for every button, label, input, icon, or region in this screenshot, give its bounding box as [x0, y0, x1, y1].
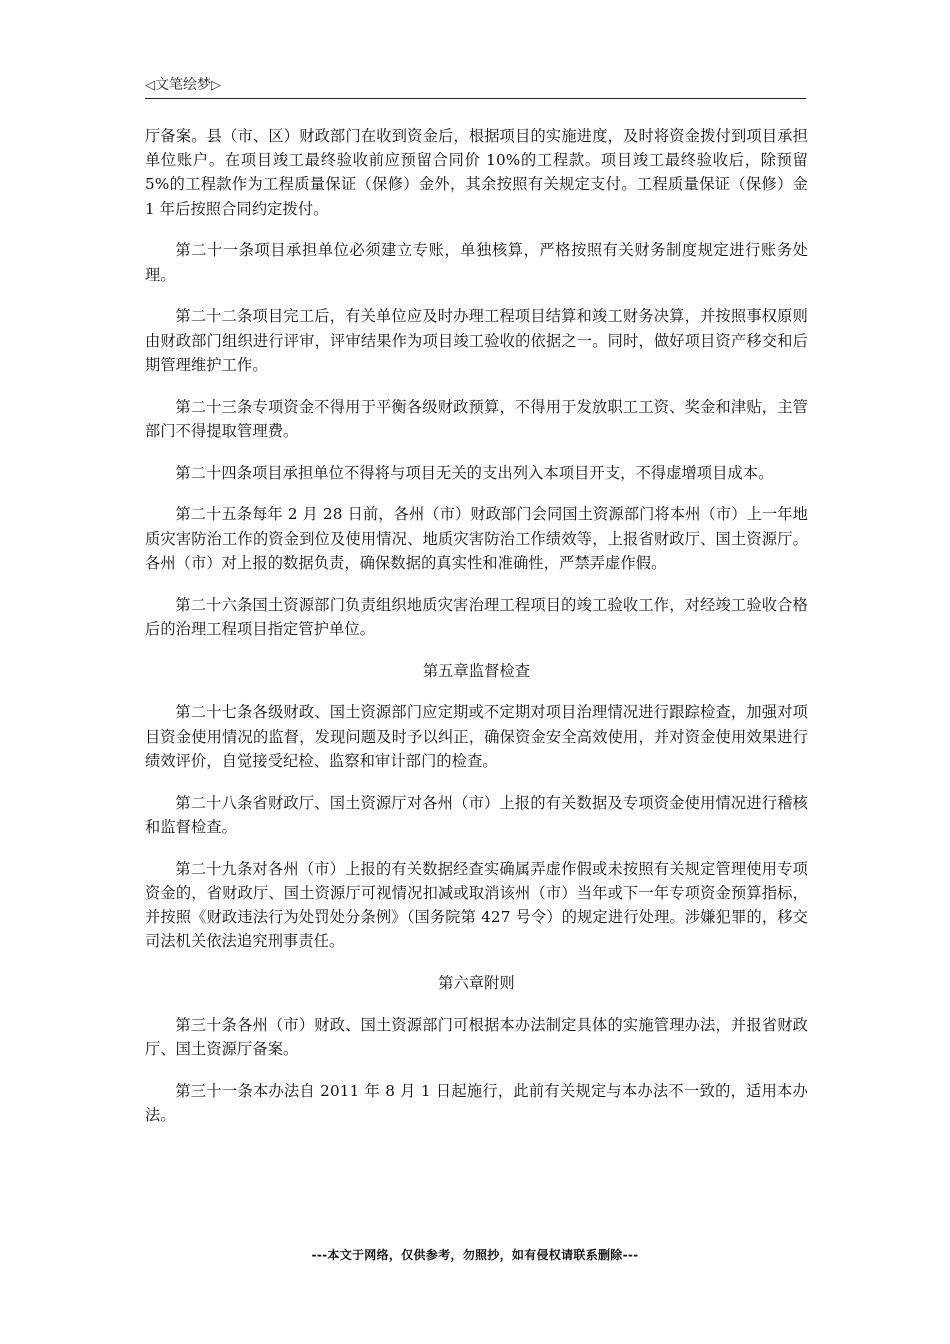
article-23: 第二十三条专项资金不得用于平衡各级财政预算，不得用于发放职工工资、奖金和津贴，主管部门不得提取管理费。	[145, 397, 808, 440]
brand-logo	[145, 76, 221, 95]
article-31: 第三十一条本办法自 2011 年 8 月 1 日起施行，此前有关规定与本办法不一致的，适用本办法。	[145, 1081, 808, 1125]
brand-text: 文笔绘梦	[155, 77, 211, 93]
article-30: 第三十条各州（市）财政、国土资源部门可根据本办法制定具体的实施管理办法，并报省财政厅、国土资源厅备案。	[145, 1015, 808, 1059]
left-triangle-icon: ◁	[145, 78, 155, 93]
chapter-6-heading: 第六章附则	[438, 974, 515, 993]
article-24: 第二十四条项目承担单位不得将与项目无关的支出列入本项目开支，不得虚增项目成本。	[175, 463, 774, 482]
footer-disclaimer: ---本文于网络，仅供参考，勿照抄，如有侵权请联系删除---	[311, 1248, 639, 1262]
article-28: 第二十八条省财政厅、国土资源厅对各州（市）上报的有关数据及专项资金使用情况进行稽核和监督检查。	[145, 793, 808, 836]
right-triangle-icon: ▷	[211, 78, 221, 93]
page-header	[145, 74, 806, 99]
article-22: 第二十二条项目完工后，有关单位应及时办理工程项目结算和竣工财务决算，并按照事权原则由财政部门组织进行评审，评审结果作为项目竣工验收的依据之一。同时，做好项目资产移交和后期管理维护工作。	[145, 307, 808, 374]
article-29: 第二十九条对各州（市）上报的有关数据经查实确属弄虚作假或未按照有关规定管理使用专项资金的，省财政厅、国土资源厅可视情况扣减或取消该州（市）当年或下一年专项资金预算指标，并按照《财政违法行为处罚处分条例》（国务院第 427 号令）的规定进行处理。涉嫌犯罪的，移交司法机关依法追究刑事责任。	[145, 859, 808, 951]
chapter-5-heading: 第五章监督检查	[422, 661, 531, 680]
document-body	[145, 124, 808, 1145]
article-25: 第二十五条每年 2 月 28 日前，各州（市）财政部门会同国土资源部门将本州（市）上一年地质灾害防治工作的资金到位及使用情况、地质灾害防治工作绩效等，上报省财政厅、国土资源厅。各州（市）对上报的数据负责，确保数据的真实性和准确性，严禁弄虚作假。	[145, 505, 808, 572]
article-26: 第二十六条国土资源部门负责组织地质灾害治理工程项目的竣工验收工作，对经竣工验收合格后的治理工程项目指定管护单位。	[145, 595, 808, 638]
article-27: 第二十七条各级财政、国土资源部门应定期或不定期对项目治理情况进行跟踪检查，加强对项目资金使用情况的监督，发现问题及时予以纠正，确保资金安全高效使用，并对资金使用效果进行绩效评价，自觉接受纪检、监察和审计部门的检查。	[145, 703, 808, 770]
article-21: 第二十一条项目承担单位必须建立专账，单独核算，严格按照有关财务制度规定进行账务处理。	[145, 241, 808, 284]
paragraph-continuation: 厅备案。县（市、区）财政部门在收到资金后，根据项目的实施进度，及时将资金拨付到项目承担单位账户。在项目竣工最终验收前应预留合同价 10%的工程款。项目竣工最终验收后，除预留 5%的工程款作为工程质量保证（保修）金外，其余按照有关规定支付。工程质量保证（保修）金 1 年后按照合同约定拨付。	[145, 127, 808, 218]
